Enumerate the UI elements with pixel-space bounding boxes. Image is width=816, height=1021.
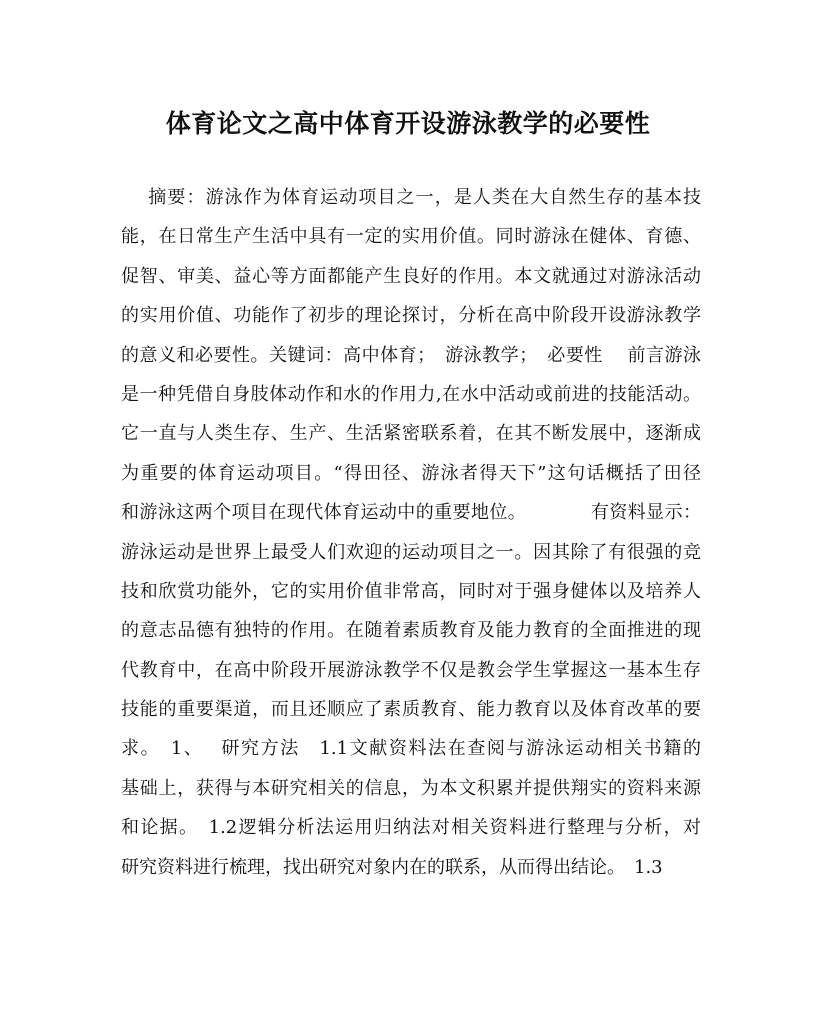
body-line: 促智、审美、益心等方面都能产生良好的作用。本文就通过对游泳活动 bbox=[121, 265, 701, 287]
body-line: 研究资料进行梳理，找出研究对象内在的联系，从而得出结论。 1.3 bbox=[121, 856, 663, 878]
body-line: 技和欣赏功能外，它的实用价值非常高，同时对于强身健体以及培养人 bbox=[121, 580, 701, 602]
body-line: 基础上，获得与本研究相关的信息，为本文积累并提供翔实的资料来源 bbox=[121, 777, 701, 799]
body-line: 和论据。 1.2逻辑分析法运用归纳法对相关资料进行整理与分析，对 bbox=[121, 817, 701, 839]
page-title: 体育论文之高中体育开设游泳教学的必要性 bbox=[165, 109, 651, 138]
body-line: 它一直与人类生存、生产、生活紧密联系着，在其不断发展中，逐渐成 bbox=[121, 423, 701, 445]
body-line: 和游泳这两个项目在现代体育运动中的重要地位。 有资料显示： bbox=[121, 502, 701, 524]
body-line: 能，在日常生产生活中具有一定的实用价值。同时游泳在健体、育德、 bbox=[121, 226, 701, 248]
body-line: 的实用价值、功能作了初步的理论探讨，分析在高中阶段开设游泳教学 bbox=[121, 305, 701, 327]
body-text bbox=[121, 178, 701, 887]
body-line: 为重要的体育运动项目。“得田径、游泳者得天下”这句话概括了田径 bbox=[121, 462, 701, 484]
body-line: 摘要：游泳作为体育运动项目之一，是人类在大自然生存的基本技 bbox=[121, 187, 701, 208]
body-line: 游泳运动是世界上最受人们欢迎的运动项目之一。因其除了有很强的竞 bbox=[121, 541, 701, 563]
body-line: 技能的重要渠道，而且还顺应了素质教育、能力教育以及体育改革的要 bbox=[121, 699, 701, 721]
body-line: 是一种凭借自身肢体动作和水的作用力,在水中活动或前进的技能活动。 bbox=[121, 383, 701, 405]
body-line: 的意志品德有独特的作用。在随着素质教育及能力教育的全面推进的现 bbox=[121, 620, 701, 642]
body-line: 的意义和必要性。关键词：高中体育； 游泳教学； 必要性 前言游泳 bbox=[121, 344, 701, 366]
body-line: 求。 1、 研究方法 1.1文献资料法在查阅与游泳运动相关书籍的 bbox=[121, 738, 701, 760]
body-line: 代教育中，在高中阶段开展游泳教学不仅是教会学生掌握这一基本生存 bbox=[121, 659, 701, 681]
